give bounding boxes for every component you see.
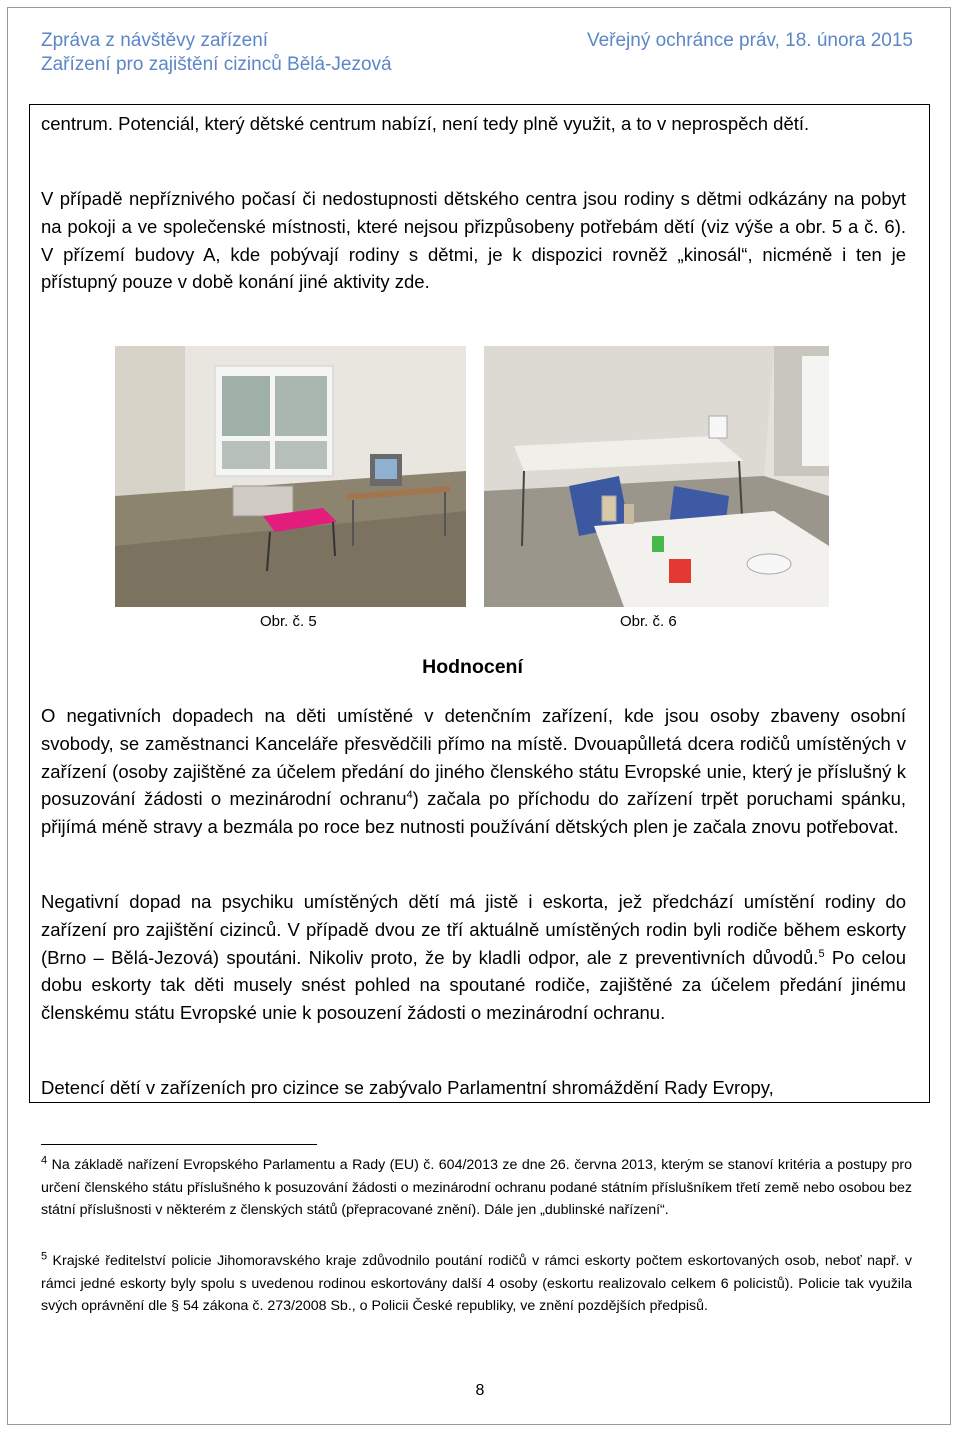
paragraph-3 [41,702,906,841]
footnote-separator [41,1144,317,1145]
paragraph-4-text-a: Negativní dopad na psychiku umístěných dětí má jistě i eskorta, jež předchází umístění rodiny do zařízení pro zajištění cizinců. V případě dvou ze tří aktuálně umístěných rodin byli rodiče během eskorty (Brno – Bělá-Jezová) spoutáni. Nikoliv proto, že by kladli odpor, ale z preventivních důvodů. [41,891,906,968]
paragraph-2: V případě nepříznivého počasí či nedostupnosti dětského centra jsou rodiny s dětmi odkázány na pobyt na pokoji a ve společenské místnosti, které nejsou přizpůsobeny potřebám dětí (viz výše a obr. 5 a č. 6). V přízemí budovy A, kde pobývají rodiny s dětmi, je k dispozici rovněž „kinosál“, nicméně i ten je přístupný pouze v době konání jiné aktivity zde. [41,188,906,293]
footnote-4-number: 4 [41,1154,48,1167]
paragraph-4-text-b: Po celou dobu eskorty tak děti musely snést pohled na spoutané rodiče, zajištěné za účelem předání jinému členskému státu Evropské unie k posouzení žádosti o mezinárodní ochranu. [41,946,906,1024]
footnote-5-number: 5 [41,1250,48,1263]
header-office-date: Veřejný ochránce práv, 18. února 2015 [586,30,913,51]
paragraph-3-text-a: O negativních dopadech na děti umístěné v detenčním zařízení, kde jsou osoby zbaveny osobní svobody, se zaměstnanci Kanceláře přesvědčili přímo na místě. Dvouapůlletá dcera rodičů umístěných v zařízení (osoby zajištěné za účelem předání do jiného členského státu Evropské unie, který je příslušný k posuzování žádosti o mezinárodní ochranu [41,705,906,810]
header-report-title: Zpráva z návštěvy zařízení [41,30,269,51]
section-heading: Hodnocení [422,656,523,678]
paragraph-4 [41,888,906,1027]
paragraph-5: Detencí dětí v zařízeních pro cizince se zabývalo Parlamentní shromáždění Rady Evropy, [41,1077,774,1098]
paragraph-3-text-b: ) začala po příchodu do zařízení trpět poruchami spánku, přijímá méně stravy a bezmála po roce bez nutnosti používání dětských plen je začala znovu potřebovat. [41,788,907,838]
footnote-5-text: Krajské ředitelství policie Jihomoravského kraje zdůvodnilo poutání rodičů v rámci eskorty počtem eskortovaných osob, neboť např. v rámci jedné eskorty byly spolu s uvedenou rodinou eskortovány další 4 osoby (eskortu realizovalo celkem 6 policistů). Policie tak využila svých oprávnění dle § 54 zákona č. 273/2008 Sb., o Policii České republiky, ve znění pozdějších předpisů. [41,1253,912,1314]
footnote-ref-5: 5 [818,947,825,960]
footnote-4-text: Na základě nařízení Evropského Parlamentu a Rady (EU) č. 604/2013 ze dne 26. června 2013, kterým se stanoví kritéria a postupy pro určení členského státu příslušného k posuzování žádosti o mezinárodní ochranu podané státním příslušníkem třetí země nebo osobou bez státní příslušnosti v některém z členských států (přepracované znění). Dále jen „dublinské nařízení“. [41,1157,912,1218]
caption-figure-6: Obr. č. 6 [620,613,677,630]
photo-room-with-window [115,346,466,607]
header-facility-name: Zařízení pro zajištění cizinců Bělá-Jezová [41,54,392,75]
footnote-4 [41,1154,912,1222]
page-number: 8 [475,1382,485,1399]
photo-table-and-chairs [484,346,829,607]
footnote-ref-4: 4 [406,789,413,802]
paragraph-1: centrum. Potenciál, který dětské centrum nabízí, není tedy plně využit, a to v neprospěch dětí. [41,113,810,134]
footnote-5 [41,1250,912,1318]
caption-figure-5: Obr. č. 5 [260,613,317,630]
